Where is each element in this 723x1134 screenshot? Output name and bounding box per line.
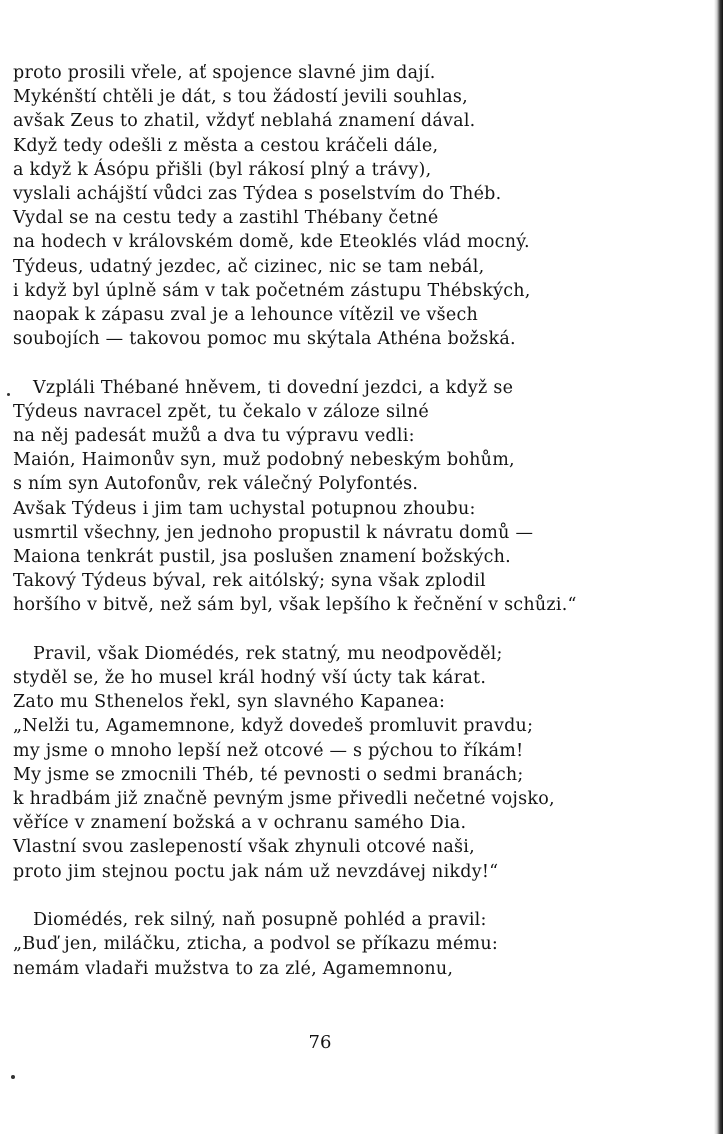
print-speck	[7, 393, 10, 396]
verse-line: my jsme o mnoho lepší než otcové — s pýchou to říkám!	[13, 740, 524, 761]
verse-line: nemám vladaři mužstva to za zlé, Agamemnonu,	[13, 958, 454, 979]
verse-line: a když k Ásópu přišli (byl rákosí plný a trávy),	[13, 159, 432, 180]
verse-line: Mykénští chtěli je dát, s tou žádostí jevili souhlas,	[13, 87, 468, 108]
stanza	[13, 376, 698, 618]
verse-line: Maiona tenkrát pustil, jsa poslušen znamení božských.	[13, 546, 511, 567]
verse-line: soubojích — takovou pomoc mu skýtala Athéna božská.	[13, 329, 516, 350]
stanza	[13, 642, 698, 884]
verse-line: Avšak Týdeus i jim tam uchystal potupnou zhoubu:	[13, 498, 476, 519]
verse-line: Když tedy odešli z města a cestou kráčeli dále,	[13, 135, 439, 156]
page-number: 76	[308, 1032, 332, 1053]
verse-line: Vlastní svou zaslepeností však zhynuli otcové naši,	[13, 837, 475, 858]
verse-line: styděl se, že ho musel král hodný vší úcty tak kárat.	[13, 668, 487, 689]
verse-line: „Buď jen, miláčku, zticha, a podvol se příkazu mému:	[13, 934, 499, 955]
verse-line: Maión, Haimonův syn, muž podobný nebeským bohům,	[13, 450, 515, 471]
verse-line: na hodech v královském domě, kde Eteoklés vlád mocný.	[13, 232, 530, 253]
poem-text	[13, 61, 698, 981]
verse-line: Diomédés, rek silný, naň posupně pohléd a pravil:	[33, 910, 487, 931]
verse-line: Vydal se na cestu tedy a zastihl Thébany četné	[13, 208, 439, 229]
print-speck	[11, 1075, 15, 1079]
verse-line: usmrtil všechny, jen jednoho propustil k návratu domů —	[13, 522, 534, 543]
verse-line: horšího v bitvě, než sám byl, však lepšího k řečnění v schůzi.“	[13, 595, 577, 616]
binding-edge	[714, 0, 723, 1134]
verse-line: „Nelži tu, Agamemnone, když dovedeš promluvit pravdu;	[13, 716, 534, 737]
verse-line: proto prosili vřele, ať spojence slavné jim dají.	[13, 63, 436, 83]
verse-line: Takový Týdeus býval, rek aitólský; syna však zplodil	[13, 571, 486, 592]
verse-line: věříce v znamení božská a v ochranu samého Dia.	[13, 813, 467, 834]
verse-line: Zato mu Sthenelos řekl, syn slavného Kapanea:	[13, 692, 446, 713]
stanza	[13, 908, 698, 981]
verse-line: Pravil, však Diomédés, rek statný, mu neodpověděl;	[33, 643, 503, 664]
verse-line: k hradbám již značně pevným jsme přivedli nečetné vojsko,	[13, 789, 555, 810]
verse-line: My jsme se zmocnili Théb, té pevnosti o sedmi branách;	[13, 764, 524, 785]
verse-line: na něj padesát mužů a dva tu výpravu vedli:	[13, 426, 415, 447]
verse-line: vyslali achájští vůdci zas Týdea s poselstvím do Théb.	[13, 183, 502, 204]
verse-line: naopak k zápasu zval je a lehounce vítězil ve všech	[13, 304, 479, 325]
verse-line: proto jim stejnou poctu jak nám už nevzdávej nikdy!“	[13, 861, 499, 882]
verse-line: Týdeus, udatný jezdec, ač cizinec, nic se tam nebál,	[13, 256, 485, 277]
verse-line: Vzpláli Thébané hněvem, ti dovední jezdci, a když se	[33, 377, 514, 398]
verse-line: s ním syn Autofonův, rek válečný Polyfontés.	[13, 474, 419, 495]
verse-line: Týdeus navracel zpět, tu čekalo v záloze silné	[13, 401, 430, 422]
verse-line: i když byl úplně sám v tak početném zástupu Thébských,	[13, 280, 531, 301]
verse-line: avšak Zeus to zhatil, vždyť neblahá znamení dával.	[13, 111, 476, 132]
stanza	[13, 61, 698, 351]
